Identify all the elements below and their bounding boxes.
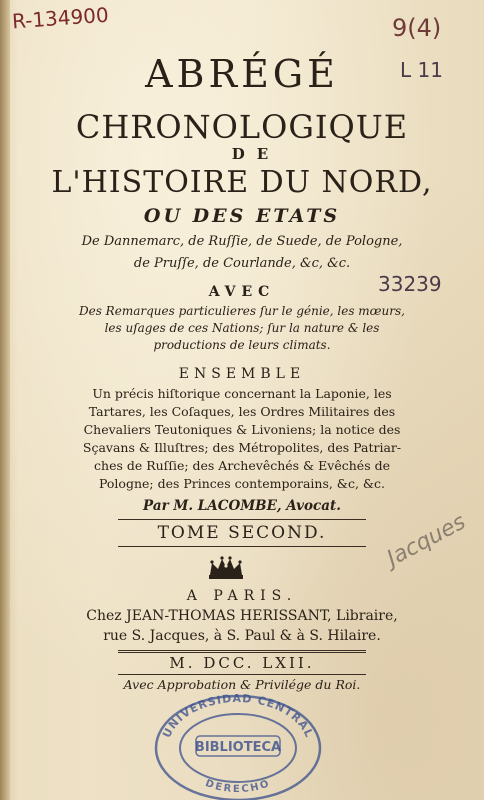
svg-text:UNIVERSIDAD CENTRAL xyxy=(160,692,316,740)
library-stamp xyxy=(152,688,324,800)
number-mid-handwritten: 33239 xyxy=(378,272,442,296)
shelfmark-handwritten: R-134900 xyxy=(11,2,110,34)
states-line-2: de Pruſſe, de Courlande, &c, &c. xyxy=(133,256,351,271)
precis-line-1: Un précis hiſtorique concernant la Laponie, les xyxy=(92,386,392,401)
divider-rule-date-top xyxy=(118,650,366,653)
divider-rule-bottom xyxy=(118,546,366,547)
title-line-3: DE xyxy=(231,145,281,163)
publisher-line-1: Chez JEAN-THOMAS HERISSANT, Libraire, xyxy=(86,608,398,624)
title-line-4: L'HISTOIRE DU NORD, xyxy=(51,165,433,200)
tome-label: TOME SECOND. xyxy=(157,523,327,543)
date-line: M. DCC. LXII. xyxy=(169,654,315,672)
privilege-line: Avec Approbation & Privilége du Roi. xyxy=(123,677,361,692)
precis-line-4: Sçavans & Illuſtres; des Métropolites, des Patriar- xyxy=(82,440,402,455)
mark-right-handwritten: L 11 xyxy=(400,58,443,82)
remarks-line-3: productions de leurs climats. xyxy=(153,338,331,352)
ensemble-heading: ENSEMBLE xyxy=(178,366,306,382)
stamp-outer-text-top: UNIVERSIDAD CENTRAL xyxy=(160,691,316,740)
precis-line-6: Pologne; des Princes contemporains, &c, &c. xyxy=(99,476,385,491)
stamp-outer-text-bottom: DERECHO xyxy=(203,777,273,796)
precis-line-5: ches de Ruſſie; des Archevêchés & Evêchés de xyxy=(94,458,390,473)
place-line: A PARIS. xyxy=(186,588,298,604)
crown-ornament-icon xyxy=(206,555,246,581)
remarks-line-1: Des Remarques particulieres ſur le génie, les mœurs, xyxy=(78,304,405,318)
number-topright-handwritten: 9(4) xyxy=(392,14,442,42)
title-line-5: OU DES ETATS xyxy=(143,205,341,227)
signature-handwritten: Jacques xyxy=(383,509,470,572)
title-line-2: CHRONOLOGIQUE xyxy=(75,108,409,146)
author-line: Par M. LACOMBE, Avocat. xyxy=(143,498,341,514)
avec-heading: AVEC xyxy=(208,284,276,300)
publisher-line-2: rue S. Jacques, à S. Paul & à S. Hilaire. xyxy=(103,628,381,644)
states-line-1: De Dannemarc, de Ruſſie, de Suede, de Pologne, xyxy=(81,234,403,249)
divider-rule-date-bottom xyxy=(118,674,366,675)
precis-line-3: Chevaliers Teutoniques & Livoniens; la notice des xyxy=(83,422,401,437)
remarks-line-2: les uſages de ces Nations; ſur la nature & les xyxy=(104,321,380,335)
stamp-center-text: BIBLIOTECA xyxy=(194,740,282,755)
svg-text:DERECHO xyxy=(204,778,272,795)
precis-line-2: Tartares, les Coſaques, les Ordres Militaires des xyxy=(88,404,396,419)
title-line-1: ABRÉGÉ xyxy=(145,52,339,96)
divider-rule-top xyxy=(118,519,366,520)
